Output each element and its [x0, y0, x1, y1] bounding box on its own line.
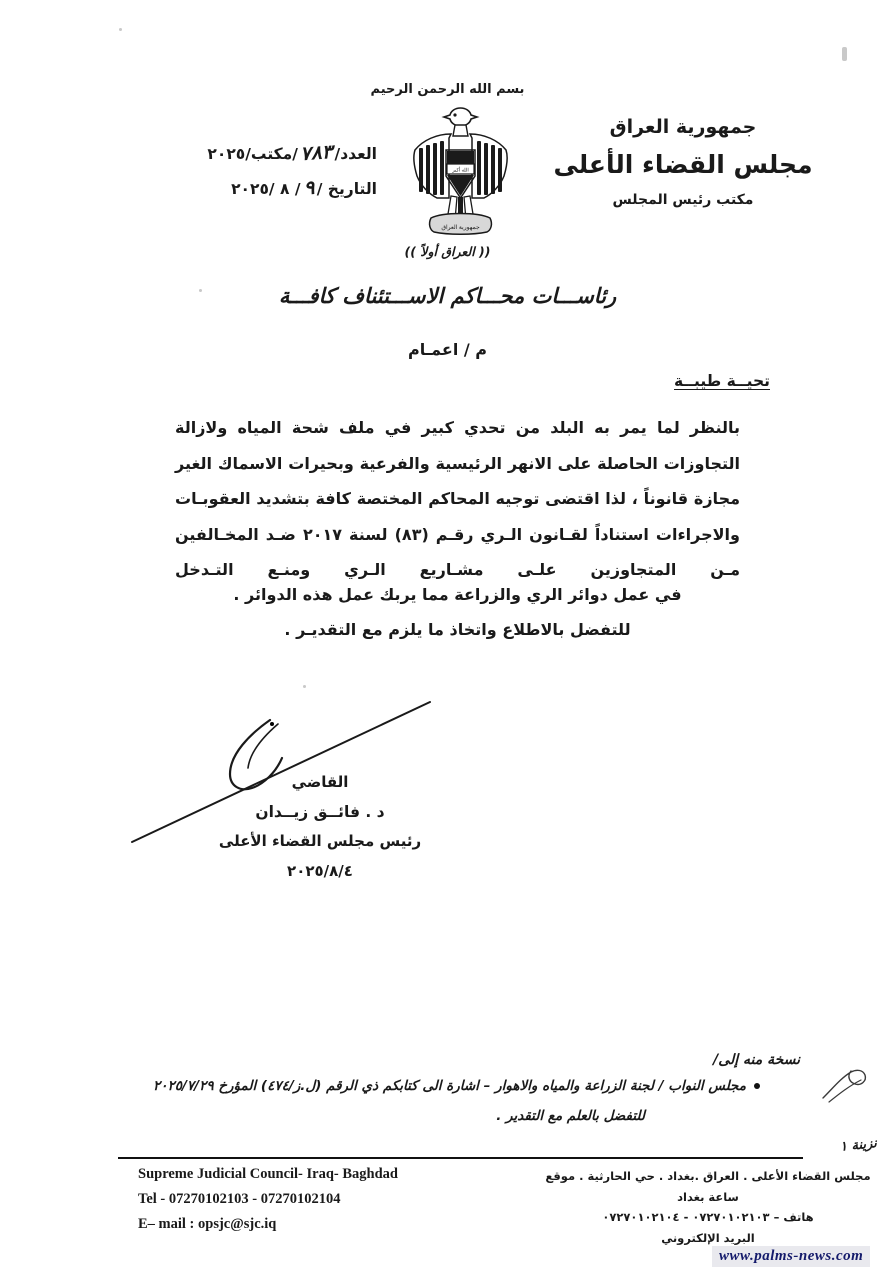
scan-speck	[842, 47, 847, 61]
reference-number-row	[142, 136, 377, 171]
reference-number-value: ٧٨٣	[299, 140, 334, 166]
cc-note: للتفضل بالعلم مع التقدير .	[496, 1108, 645, 1124]
cc-header: نسخة منه إلى/	[713, 1052, 800, 1068]
body-paragraph-text: بالنظر لما يمر به البلد من تحدي كبير في ملف شحة المياه ولازالة التجاوزات الحاصلة على الانهر الرئيسية والفرعية وبحيرات الاسماك الغير مجازة قانوناً ، لذا اقتضى توجيه المحاكم المختصة كافة بتشديد العقوبـات والاجراءات استناداً لقـانون الـري رقـم (٨٣) لسنة ٢٠١٧ ضـد المخـالفين مـن المتجاوزين علـى مشـاريع الـري ومنـع التـدخل	[175, 418, 740, 580]
greeting-line: تحيــة طيبــة	[674, 372, 770, 390]
reference-number-suffix: /مكتب/٢٠٢٥	[207, 145, 298, 163]
scan-speck	[303, 685, 306, 688]
body-closing-line-2: للتفضل بالاطلاع واتخاذ ما يلزم مع التقديـر .	[284, 620, 631, 639]
signatory-title: القاضي	[291, 773, 349, 791]
reference-number-label: العدد/	[334, 145, 377, 163]
footer-english	[138, 1162, 398, 1237]
footer-ar-phone-label: هاتف –	[773, 1210, 814, 1225]
footer-en-line-2: Tel - 07270102103 - 07270102104	[138, 1190, 341, 1207]
footer-arabic	[543, 1166, 873, 1249]
reference-date-value: ٩	[302, 176, 315, 200]
cc-item-text: مجلس النواب / لجنة الزراعة والمياه والاهوار – اشارة الى كتابكم ذي الرقم (ل.ز/٤٧٤) المؤرخ ٢٠٢٥/٧/٢٩	[153, 1078, 746, 1094]
reference-date-label: التاريخ /	[316, 180, 377, 199]
signature-block	[170, 768, 470, 886]
office-name: مكتب رئيس المجلس	[612, 192, 754, 209]
footer-en-line-3: E– mail : opsjc@sjc.iq	[138, 1215, 277, 1232]
eagle-of-saladin-emblem	[403, 104, 518, 236]
cc-list-item	[60, 1078, 760, 1094]
signatory-name: د . فائــق زيــدان	[255, 803, 385, 822]
margin-note: نزينة ١	[839, 1136, 878, 1155]
bullet-icon	[754, 1083, 760, 1089]
svg-text:الله أكبر: الله أكبر	[452, 168, 469, 174]
addressee-line: رئاســـات محـــاكم الاســـتئناف كافـــة	[278, 284, 617, 308]
signatory-role: رئيس مجلس القضاء الأعلى	[218, 832, 422, 851]
footer-ar-phone-row	[543, 1207, 873, 1228]
scan-speck	[119, 28, 122, 31]
subject-line: م / اعمـام	[407, 340, 488, 359]
body-closing-line-1: في عمل دوائر الري والزراعة مما يربك عمل هذه الدوائر .	[233, 585, 682, 604]
reference-date-suffix: / ٨ /٢٠٢٥	[231, 180, 301, 199]
reference-block	[142, 136, 377, 206]
council-name: مجلس القضاء الأعلى	[553, 150, 813, 180]
organisation-header	[533, 113, 833, 212]
footer-ar-email-label: البريد الإلكتروني	[661, 1231, 755, 1246]
footer-divider	[118, 1157, 803, 1159]
footer-en-line-1: Supreme Judicial Council- Iraq- Baghdad	[138, 1166, 398, 1182]
signature-date: ٢٠٢٥/٨/٤	[287, 861, 353, 880]
country-name: جمهورية العراق	[609, 116, 757, 138]
svg-text:جمهورية العراق: جمهورية العراق	[441, 225, 480, 231]
footer-ar-phone-value: ٠٧٢٧٠١٠٢١٠٣ - ٠٧٢٧٠١٠٢١٠٤	[602, 1210, 770, 1225]
body-paragraph	[175, 410, 740, 588]
slogan-text: (( العراق أولاً ))	[404, 244, 491, 259]
site-watermark: www.palms-news.com	[712, 1246, 870, 1267]
margin-scribble	[817, 1062, 877, 1107]
reference-date-row	[142, 171, 377, 206]
footer-ar-address: مجلس القضاء الأعلى . العراق .بغداد . حي الحارثية . موقع ساعة بغداد	[545, 1169, 871, 1204]
basmala-text: بسم الله الرحمن الرحيم	[370, 82, 525, 97]
